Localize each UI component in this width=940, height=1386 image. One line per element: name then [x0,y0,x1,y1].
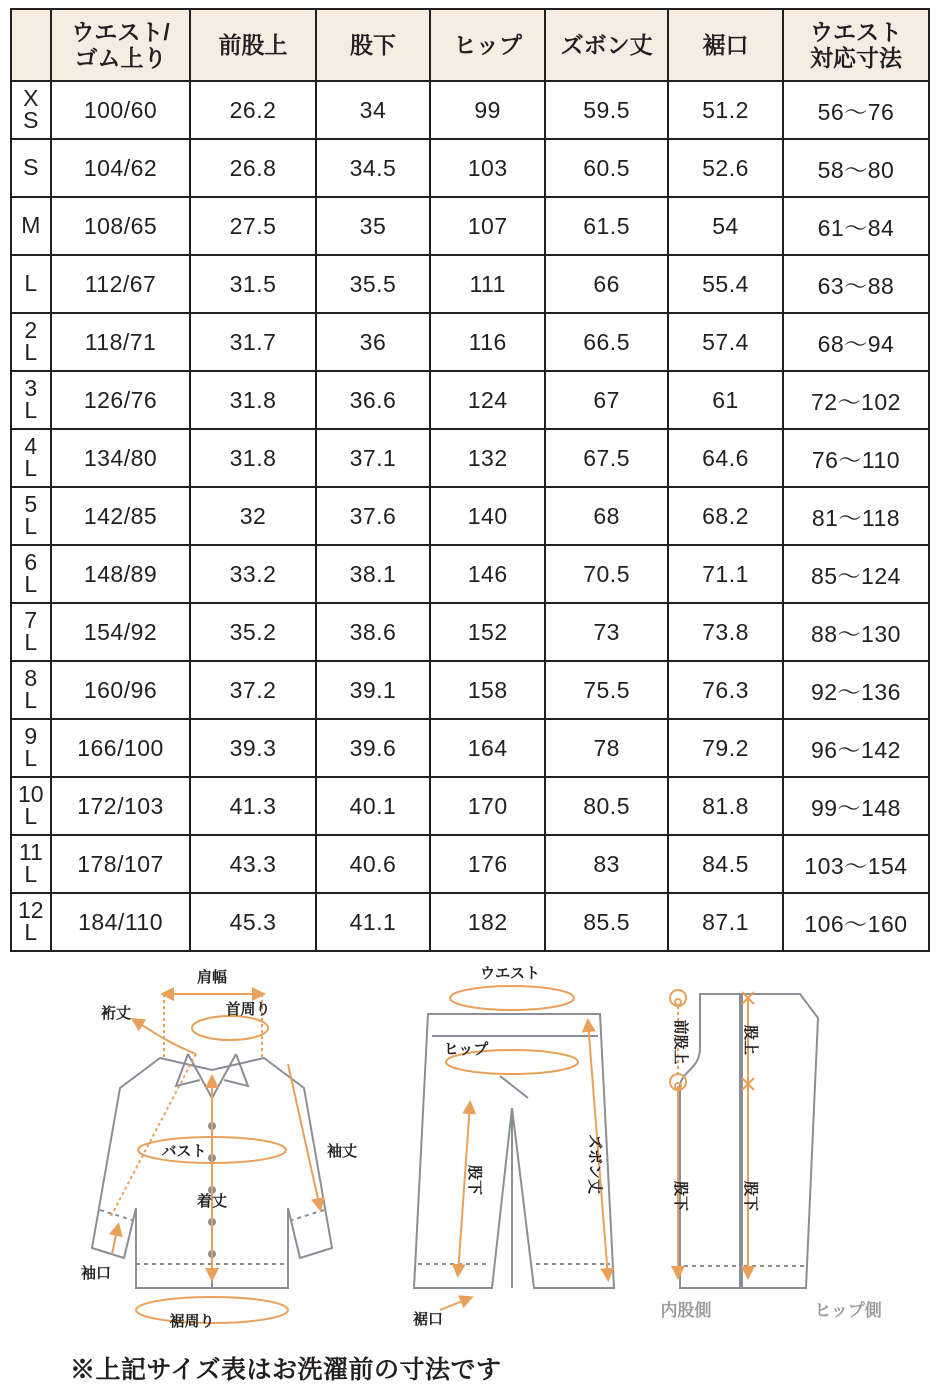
header-waist-fit-line1: ウエスト [809,18,902,45]
size-label-line: L [24,745,38,771]
row-pants-length: 78 [545,719,668,777]
row-inseam: 41.1 [316,893,431,951]
size-label-line: 6 [24,549,38,576]
label-bust: バスト [161,1143,207,1160]
label-front-rise: 前股上 [672,1019,689,1065]
row-inseam: 35.5 [316,255,431,313]
row-inseam: 34 [316,81,431,139]
row-inseam: 39.6 [316,719,431,777]
header-front-rise: 前股上 [190,9,315,81]
row-size-label [11,197,51,255]
row-waist: 184/110 [51,893,191,951]
row-waist-fit: 88〜130 [783,603,929,661]
row-size-label [11,313,51,371]
row-waist: 142/85 [51,487,191,545]
row-pants-length: 80.5 [545,777,668,835]
row-hip: 111 [430,255,545,313]
row-waist-fit: 76〜110 [783,429,929,487]
row-waist-fit: 92〜136 [783,661,929,719]
row-front-rise: 37.2 [190,661,315,719]
row-hip: 103 [430,139,545,197]
label-body-length: 着丈 [196,1193,228,1210]
row-hip: 107 [430,197,545,255]
row-waist: 160/96 [51,661,191,719]
row-waist-fit: 96〜142 [783,719,929,777]
row-waist: 112/67 [51,255,191,313]
size-label-line: L [24,571,38,597]
size-label-line: L [24,919,38,945]
table-header-row [11,9,929,81]
row-waist-fit: 85〜124 [783,545,929,603]
label-pants-hem: 裾口 [412,1311,444,1328]
table-row [11,139,929,197]
row-waist: 134/80 [51,429,191,487]
header-waist [51,9,191,81]
row-front-rise: 26.2 [190,81,315,139]
rise-side-labels [661,1300,882,1320]
header-waist-line1: ウエスト/ [71,18,170,45]
row-hem: 51.2 [668,81,783,139]
row-pants-length: 73 [545,603,668,661]
header-waist-fit-line2: 対応寸法 [809,45,902,71]
size-label-line: S [23,154,39,181]
row-front-rise: 41.3 [190,777,315,835]
row-pants-length: 68 [545,487,668,545]
row-pants-length: 75.5 [545,661,668,719]
row-inseam: 40.6 [316,835,431,893]
table-row [11,719,929,777]
header-waist-line2: ゴム上り [74,45,167,71]
row-hem: 57.4 [668,313,783,371]
table-row [11,777,929,835]
size-label-line: M [21,212,41,239]
row-hip: 170 [430,777,545,835]
row-hem: 61 [668,371,783,429]
row-pants-length: 60.5 [545,139,668,197]
table-row [11,603,929,661]
row-front-rise: 31.8 [190,429,315,487]
row-pants-length: 61.5 [545,197,668,255]
row-waist: 100/60 [51,81,191,139]
row-hip: 152 [430,603,545,661]
row-hip: 146 [430,545,545,603]
row-waist: 166/100 [51,719,191,777]
row-size-label [11,661,51,719]
row-pants-length: 70.5 [545,545,668,603]
table-row [11,371,929,429]
row-inseam: 37.6 [316,487,431,545]
row-pants-length: 67.5 [545,429,668,487]
label-pants-length: ズボン丈 [586,1133,603,1195]
label-shoulder-width: 肩幅 [196,969,228,986]
row-front-rise: 33.2 [190,545,315,603]
row-hem: 79.2 [668,719,783,777]
label-pants-waist: ウエスト [479,965,541,982]
row-inseam: 34.5 [316,139,431,197]
size-label-line: L [24,455,38,481]
row-pants-length: 59.5 [545,81,668,139]
row-hip: 182 [430,893,545,951]
table-row [11,313,929,371]
row-inseam: 39.1 [316,661,431,719]
size-label-line: 5 [24,491,38,518]
row-size-label [11,255,51,313]
row-waist-fit: 99〜148 [783,777,929,835]
table-row [11,429,929,487]
size-label-line: L [24,861,38,887]
table-row [11,545,929,603]
diagram-svg [0,958,940,1378]
row-waist: 148/89 [51,545,191,603]
rise-labels [672,1019,760,1211]
table-row [11,487,929,545]
row-front-rise: 39.3 [190,719,315,777]
size-chart-page [0,8,940,1384]
row-hip: 164 [430,719,545,777]
size-label-line: L [24,803,38,829]
label-rise-inseam-right: 股下 [742,1180,759,1212]
row-waist: 178/107 [51,835,191,893]
table-row [11,255,929,313]
row-waist: 108/65 [51,197,191,255]
size-label-line: S [23,107,39,133]
row-waist-fit: 63〜88 [783,255,929,313]
size-label-line: L [24,270,38,297]
label-rise-top: 股上 [742,1024,759,1056]
size-label-line: 7 [24,607,38,634]
row-front-rise: 35.2 [190,603,315,661]
row-inseam: 37.1 [316,429,431,487]
label-rise-inseam-left: 股下 [672,1180,689,1212]
row-front-rise: 31.7 [190,313,315,371]
row-waist-fit: 72〜102 [783,371,929,429]
row-waist: 126/76 [51,371,191,429]
row-size-label [11,429,51,487]
label-inner-side: 内股側 [660,1301,712,1320]
size-label-line: 9 [24,723,38,750]
row-front-rise: 31.8 [190,371,315,429]
row-front-rise: 45.3 [190,893,315,951]
label-hem-circumference: 裾周り [169,1313,215,1330]
row-size-label [11,81,51,139]
header-size-column [11,9,51,81]
row-hip: 158 [430,661,545,719]
row-pants-length: 83 [545,835,668,893]
size-label-line: 4 [24,433,38,460]
row-hem: 68.2 [668,487,783,545]
row-front-rise: 27.5 [190,197,315,255]
table-header [11,9,929,81]
row-front-rise: 31.5 [190,255,315,313]
row-inseam: 40.1 [316,777,431,835]
row-pants-length: 66 [545,255,668,313]
pants-measure-lines [440,986,608,1310]
row-waist-fit: 68〜94 [783,313,929,371]
row-size-label [11,893,51,951]
table-row [11,81,929,139]
row-pants-length: 66.5 [545,313,668,371]
label-sleeve-length: 袖丈 [326,1143,358,1160]
row-hem: 73.8 [668,603,783,661]
size-label-line: X [23,85,39,112]
table-body [11,81,929,951]
header-waist-fit [783,9,929,81]
label-hip-side: ヒップ側 [814,1301,882,1320]
row-inseam: 38.6 [316,603,431,661]
row-inseam: 36 [316,313,431,371]
row-pants-length: 67 [545,371,668,429]
row-waist-fit: 106〜160 [783,893,929,951]
header-hem: 裾口 [668,9,783,81]
row-hem: 64.6 [668,429,783,487]
row-hem: 84.5 [668,835,783,893]
row-hem: 76.3 [668,661,783,719]
size-label-line: 8 [24,665,38,692]
row-waist-fit: 56〜76 [783,81,929,139]
row-inseam: 38.1 [316,545,431,603]
row-front-rise: 32 [190,487,315,545]
measurement-diagrams [0,958,940,1384]
table-row [11,197,929,255]
label-pants-hip: ヒップ [443,1041,489,1058]
size-label-line: 3 [24,375,38,402]
row-hem: 55.4 [668,255,783,313]
row-waist: 118/71 [51,313,191,371]
row-hip: 140 [430,487,545,545]
row-size-label [11,835,51,893]
table-row [11,835,929,893]
label-neck: 首周り [225,1001,271,1018]
row-hip: 176 [430,835,545,893]
row-waist: 154/92 [51,603,191,661]
row-hem: 71.1 [668,545,783,603]
row-inseam: 35 [316,197,431,255]
row-waist: 172/103 [51,777,191,835]
size-label-line: L [24,397,38,423]
row-size-label [11,777,51,835]
header-hip: ヒップ [430,9,545,81]
row-hem: 87.1 [668,893,783,951]
row-front-rise: 26.8 [190,139,315,197]
row-hip: 116 [430,313,545,371]
row-pants-length: 85.5 [545,893,668,951]
size-table [10,8,930,952]
size-label-line: L [24,629,38,655]
row-front-rise: 43.3 [190,835,315,893]
row-waist-fit: 61〜84 [783,197,929,255]
footnote: ※上記サイズ表はお洗濯前の寸法です [70,1356,502,1384]
row-waist-fit: 103〜154 [783,835,929,893]
label-cuff: 袖口 [80,1265,112,1282]
row-hip: 99 [430,81,545,139]
size-label-line: L [24,687,38,713]
row-size-label [11,371,51,429]
row-hem: 54 [668,197,783,255]
header-inseam: 股下 [316,9,431,81]
row-size-label [11,487,51,545]
row-waist-fit: 58〜80 [783,139,929,197]
table-row [11,661,929,719]
row-hem: 81.8 [668,777,783,835]
row-size-label [11,719,51,777]
size-label-line: 12 [18,897,44,924]
row-hem: 52.6 [668,139,783,197]
size-label-line: 11 [18,839,43,866]
size-label-line: L [24,339,38,365]
size-label-line: 2 [24,317,38,344]
label-pants-inseam: 股下 [466,1164,483,1196]
row-waist: 104/62 [51,139,191,197]
row-hip: 124 [430,371,545,429]
row-hip: 132 [430,429,545,487]
header-pants-length: ズボン丈 [545,9,668,81]
row-inseam: 36.6 [316,371,431,429]
table-row [11,893,929,951]
row-size-label [11,545,51,603]
row-waist-fit: 81〜118 [783,487,929,545]
label-yuki: 裄丈 [100,1005,132,1022]
size-label-line: L [24,513,38,539]
size-label-line: 10 [18,781,44,808]
row-size-label [11,139,51,197]
row-size-label [11,603,51,661]
